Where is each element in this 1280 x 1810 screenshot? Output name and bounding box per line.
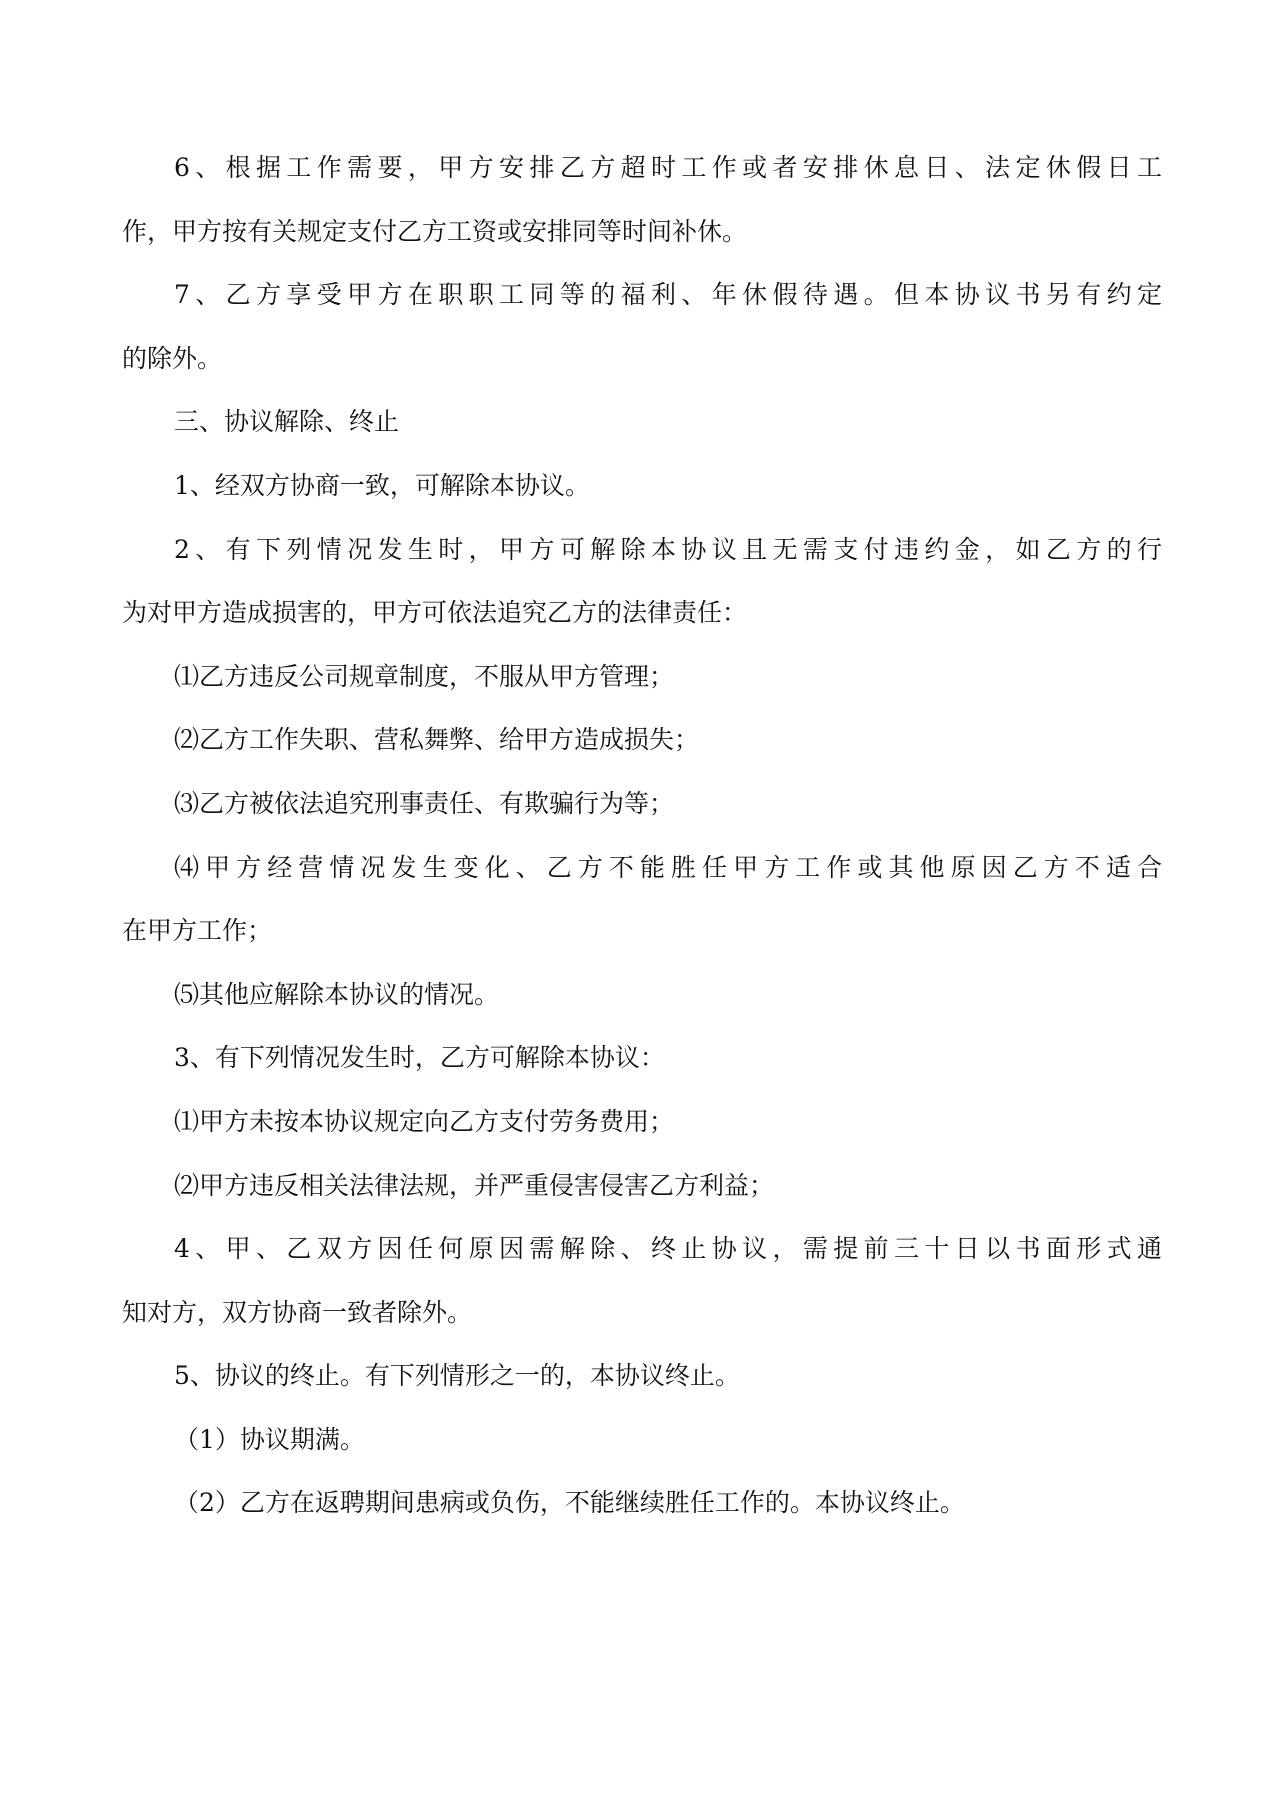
clause-7 <box>122 263 1162 390</box>
section-3-clause-2-item-3-text: ⑶乙方被依法追究刑事责任、有欺骗行为等； <box>174 788 675 818</box>
document-page <box>122 136 1162 1535</box>
section-3-clause-3 <box>122 1026 1162 1090</box>
section-3-clause-2-item-5-text: ⑸其他应解除本协议的情况。 <box>174 979 500 1009</box>
section-3-clause-4-line-1: 4、甲、乙双方因任何原因需解除、终止协议，需提前三十日以书面形式通 <box>174 1234 1162 1264</box>
section-3-clause-3-item-1-text: ⑴甲方未按本协议规定向乙方支付劳务费用； <box>174 1106 675 1136</box>
section-3-clause-2-item-4-line-1: ⑷甲方经营情况发生变化、乙方不能胜任甲方工作或其他原因乙方不适合 <box>174 852 1162 882</box>
clause-7-line-2: 的除外。 <box>122 343 223 373</box>
clause-6-line-1: 6、根据工作需要，甲方安排乙方超时工作或者安排休息日、法定休假日工 <box>174 153 1162 182</box>
section-3-heading-text: 三、协议解除、终止 <box>174 407 400 437</box>
section-3-clause-5 <box>122 1344 1162 1408</box>
section-3-clause-5-item-2 <box>122 1471 1162 1535</box>
section-3-clause-5-item-1 <box>122 1408 1162 1472</box>
section-3-clause-2-item-1 <box>122 645 1162 709</box>
section-3-clause-3-text: 3、有下列情况发生时，乙方可解除本协议： <box>174 1043 665 1073</box>
section-3-clause-4-line-2: 知对方，双方协商一致者除外。 <box>122 1297 473 1327</box>
section-3-clause-2-item-4-line-2: 在甲方工作； <box>122 916 273 946</box>
clause-7-line-1: 7、乙方享受甲方在职职工同等的福利、年休假待遇。但本协议书另有约定 <box>174 280 1162 310</box>
clause-6-line-2: 作，甲方按有关规定支付乙方工资或安排同等时间补休。 <box>122 216 748 246</box>
section-3-clause-3-item-2 <box>122 1154 1162 1218</box>
section-3-clause-2-item-1-text: ⑴乙方违反公司规章制度，不服从甲方管理； <box>174 661 675 691</box>
section-3-clause-5-item-2-text: （2）乙方在返聘期间患病或负伤，不能继续胜任工作的。本协议终止。 <box>174 1488 965 1518</box>
section-3-clause-2-item-5 <box>122 963 1162 1027</box>
section-3-clause-2-line-2: 为对甲方造成损害的，甲方可依法追究乙方的法律责任： <box>122 598 748 628</box>
section-3-clause-1 <box>122 454 1162 518</box>
section-3-clause-5-item-1-text: （1）协议期满。 <box>174 1424 365 1454</box>
section-3-heading <box>122 390 1162 454</box>
clause-6 <box>122 136 1162 263</box>
section-3-clause-2-item-2-text: ⑵乙方工作失职、营私舞弊、给甲方造成损失； <box>174 725 700 755</box>
section-3-clause-2-line-1: 2、有下列情况发生时，甲方可解除本协议且无需支付违约金，如乙方的行 <box>174 534 1162 564</box>
section-3-clause-2-item-3 <box>122 772 1162 836</box>
section-3-clause-4 <box>122 1217 1162 1344</box>
section-3-clause-3-item-2-text: ⑵甲方违反相关法律法规，并严重侵害侵害乙方利益； <box>174 1170 775 1200</box>
section-3-clause-2 <box>122 518 1162 645</box>
section-3-clause-2-item-2 <box>122 708 1162 772</box>
section-3-clause-5-text: 5、协议的终止。有下列情形之一的，本协议终止。 <box>174 1361 740 1391</box>
section-3-clause-3-item-1 <box>122 1090 1162 1154</box>
section-3-clause-2-item-4 <box>122 836 1162 963</box>
section-3-clause-1-text: 1、经双方协商一致，可解除本协议。 <box>174 470 590 500</box>
